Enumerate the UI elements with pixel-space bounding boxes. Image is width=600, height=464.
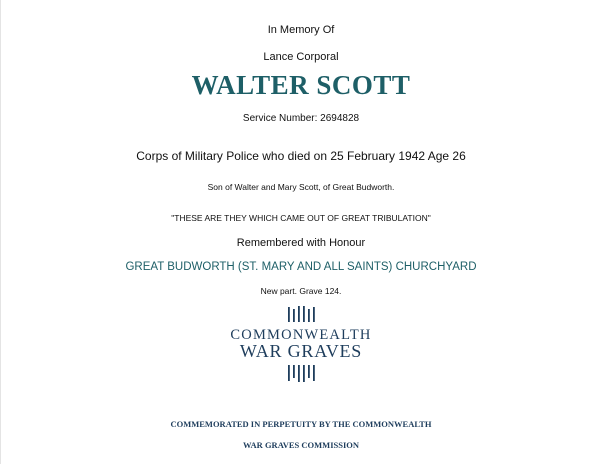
intro-text: In Memory Of [267, 24, 335, 36]
cwgc-logo [201, 305, 401, 385]
service-number: Service Number: 2694828 [242, 113, 360, 124]
logo-line1: COMMONWEALTH [230, 327, 372, 343]
grave-reference: New part. Grave 124. [260, 286, 342, 296]
bottom-lines-icon [288, 365, 315, 382]
inscription-text: "THESE ARE THEY WHICH CAME OUT OF GREAT TRIBULATION" [171, 213, 431, 223]
remembered-text: Remembered with Honour [236, 237, 366, 249]
unit-and-death: Corps of Military Police who died on 25 February 1942 Age 26 [136, 149, 466, 163]
top-lines-icon [288, 306, 315, 322]
cemetery-name: GREAT BUDWORTH (ST. MARY AND ALL SAINTS) CHURCHYARD [125, 261, 477, 273]
rank-text: Lance Corporal [263, 51, 339, 63]
footer-line1: COMMEMORATED IN PERPETUITY BY THE COMMONWEALTH [170, 419, 432, 429]
soldier-name: WALTER SCOTT [191, 70, 411, 100]
family-text: Son of Walter and Mary Scott, of Great Budworth. [207, 182, 395, 192]
footer-line2: WAR GRAVES COMMISSION [242, 440, 360, 450]
logo-line2: WAR GRAVES [239, 341, 363, 361]
